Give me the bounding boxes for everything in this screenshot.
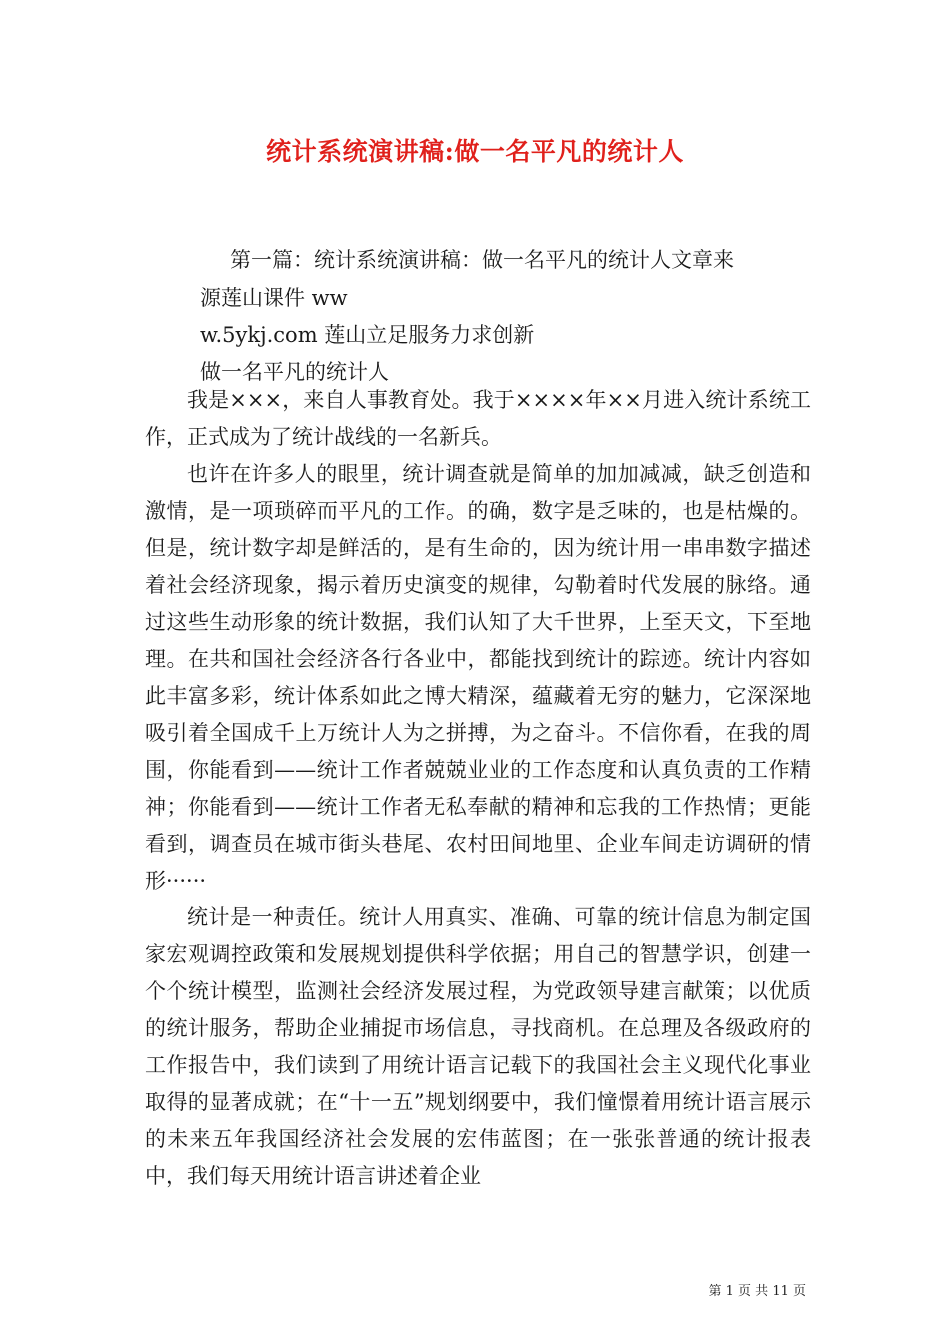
paragraph-1: 我是×××，来自人事教育处。我于××××年××月进入统计系统工作，正式成为了统计战线的一名新兵。 [145, 388, 811, 449]
intro-line-2: 源莲山课件 ww [200, 286, 348, 310]
paragraph-3: 统计是一种责任。统计人用真实、准确、可靠的统计信息为制定国家宏观调控政策和发展规划提供科学依据；用自己的智慧学识，创建一个个统计模型，监测社会经济发展过程，为党政领导建言献策；以优质的统计服务，帮助企业捕捉市场信息，寻找商机。在总理及各级政府的工作报告中，我们读到了用统计语言记载下的我国社会主义现代化事业取得的显著成就；在“十一五”规划纲要中，我们憧憬着用统计语言展示的未来五年我国经济社会发展的宏伟蓝图；在一张张普通的统计报表中，我们每天用统计语言讲述着企业 [145, 905, 811, 1188]
paragraph-2: 也许在许多人的眼里，统计调查就是简单的加加减减，缺乏创造和激情，是一项琐碎而平凡的工作。的确，数字是乏味的，也是枯燥的。但是，统计数字却是鲜活的，是有生命的，因为统计用一串串数字描述着社会经济现象，揭示着历史演变的规律，勾勒着时代发展的脉络。通过这些生动形象的统计数据，我们认知了大千世界，上至天文，下至地理。在共和国社会经济各行各业中，都能找到统计的踪迹。统计内容如此丰富多彩，统计体系如此之博大精深，蕴藏着无穷的魅力，它深深地吸引着全国成千上万统计人为之拼搏，为之奋斗。不信你看，在我的周围，你能看到——统计工作者兢兢业业的工作态度和认真负责的工作精神；你能看到——统计工作者无私奉献的精神和忘我的工作热情；更能看到，调查员在城市街头巷尾、农村田间地里、企业车间走访调研的情形······ [145, 462, 811, 893]
page-title: 统计系统演讲稿:做一名平凡的统计人 [266, 137, 684, 166]
page-footer: 第 1 页 共 11 页 [708, 1284, 806, 1299]
intro-line-4: 做一名平凡的统计人 [200, 360, 389, 384]
intro-line-1: 第一篇：统计系统演讲稿：做一名平凡的统计人文章来 [230, 248, 734, 272]
intro-line-3: w.5ykj.com 莲山立足服务力求创新 [200, 323, 535, 347]
